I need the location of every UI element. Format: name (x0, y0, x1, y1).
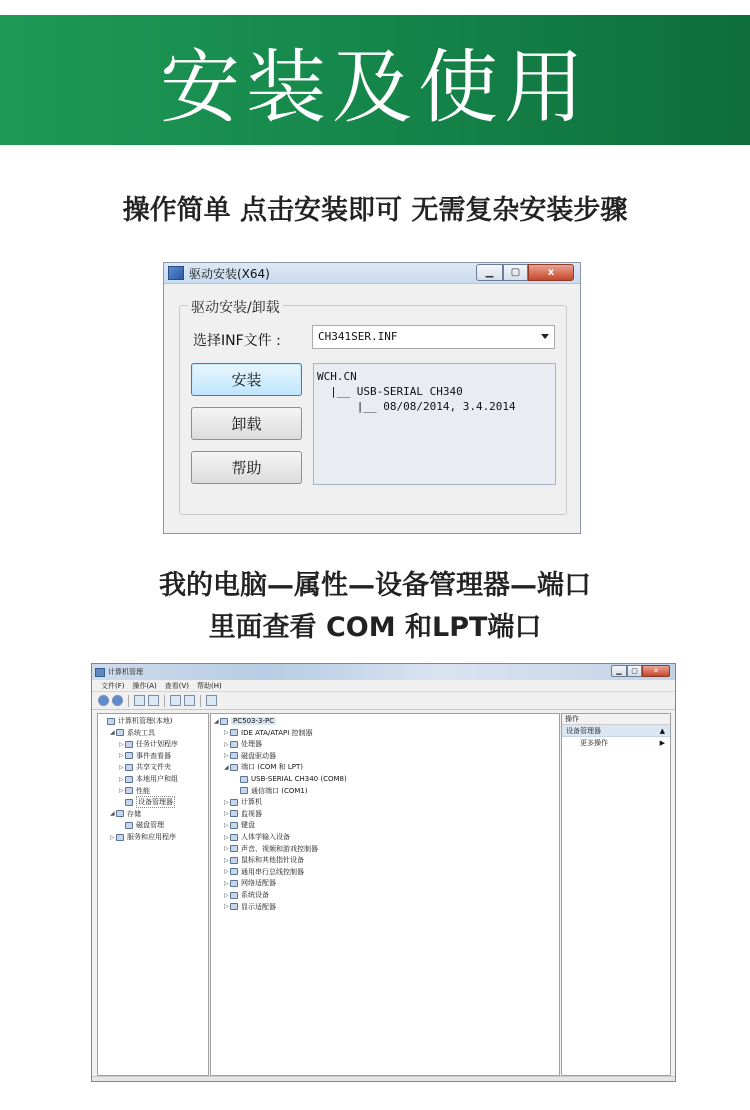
minimize-button[interactable] (476, 264, 503, 281)
tree-node-icon (125, 741, 133, 748)
expand-toggle-icon[interactable]: ▷ (224, 729, 229, 737)
tree-item[interactable] (119, 739, 178, 749)
expand-toggle-icon[interactable]: ◢ (110, 810, 115, 818)
tree-item-label: 通信端口 (COM1) (251, 786, 308, 795)
tree-node-icon (230, 741, 238, 748)
tree-item[interactable] (234, 774, 347, 784)
tree-item-label: 通用串行总线控制器 (241, 867, 304, 876)
inf-file-select[interactable] (312, 325, 555, 349)
tree-item[interactable] (119, 751, 171, 761)
tree-node-icon (230, 903, 238, 910)
tree-node-icon (220, 718, 228, 725)
expand-toggle-icon[interactable]: ▷ (224, 833, 229, 841)
tree-item[interactable] (234, 786, 308, 796)
tree-item[interactable] (224, 878, 276, 888)
tree-node-icon (230, 810, 238, 817)
driver-install-window (163, 262, 581, 534)
up-folder-icon[interactable] (134, 695, 145, 706)
back-icon[interactable] (98, 695, 109, 706)
tree-node-icon (240, 776, 248, 783)
tree-item-label: 端口 (COM 和 LPT) (241, 763, 303, 772)
tree-item[interactable] (110, 832, 176, 842)
collapse-up-icon: ▲ (659, 726, 665, 735)
cm-window-controls (611, 665, 670, 677)
menu-file[interactable]: 文件(F) (101, 681, 125, 690)
expand-toggle-icon[interactable]: ▷ (224, 740, 229, 748)
expand-toggle-icon[interactable]: ◢ (214, 717, 219, 725)
help-button[interactable]: 帮助 (191, 451, 302, 484)
tree-node-icon (125, 752, 133, 759)
tree-item-label: 人体学输入设备 (241, 833, 290, 841)
window-controls (476, 264, 574, 281)
tree-item-label: 声音、视频和游戏控制器 (241, 844, 318, 853)
tree-item[interactable] (224, 844, 318, 854)
minimize-icon: ▁ (616, 667, 622, 675)
toolbar-separator (200, 695, 201, 707)
menu-view[interactable]: 查看(V) (164, 681, 190, 690)
expand-toggle-icon[interactable]: ▷ (119, 763, 124, 771)
expand-toggle-icon[interactable]: ▷ (119, 740, 124, 748)
tree-item-label: 键盘 (241, 821, 255, 830)
subtitle-device-manager (0, 565, 750, 649)
info-line: |__ USB-SERIAL CH340 (317, 385, 463, 398)
expand-toggle-icon[interactable]: ▷ (119, 752, 124, 760)
maximize-button[interactable] (503, 264, 528, 281)
computer-management-icon (95, 668, 105, 677)
app-icon (168, 266, 184, 280)
tree-item-label: 网络适配器 (241, 879, 276, 888)
tree-item-label: 显示适配器 (241, 902, 276, 911)
tree-item-label: 磁盘驱动器 (241, 751, 276, 760)
tree-item[interactable] (224, 867, 304, 877)
cm-close-button[interactable] (642, 665, 670, 677)
tree-item-label: 系统设备 (241, 891, 269, 899)
expand-toggle-icon[interactable]: ▷ (224, 798, 229, 806)
tree-item[interactable] (224, 762, 303, 772)
tree-item[interactable] (224, 797, 262, 807)
info-line: |__ 08/08/2014, 3.4.2014 (317, 400, 516, 413)
tree-node-icon (107, 718, 115, 725)
maximize-icon: ▢ (631, 667, 638, 675)
tree-item-label: 计算机管理(本地) (118, 717, 173, 725)
install-uninstall-group (179, 300, 567, 515)
tree-item[interactable] (224, 809, 262, 819)
status-bar (92, 1076, 675, 1081)
tree-node-icon (230, 880, 238, 887)
expand-toggle-icon[interactable]: ▷ (119, 775, 124, 783)
tree-node-icon (230, 799, 238, 806)
tree-item[interactable] (224, 739, 262, 749)
subtitle-install: 操作简单 点击安装即可 无需复杂安装步骤 (122, 195, 628, 226)
expand-toggle-icon[interactable]: ◢ (110, 729, 115, 737)
tree-node-icon (230, 845, 238, 852)
cm-maximize-button[interactable] (627, 665, 642, 677)
tree-node-icon (125, 822, 133, 829)
info-line: WCH.CN (317, 370, 357, 383)
tree-node-icon (116, 834, 124, 841)
header-banner (0, 15, 750, 145)
tree-node-icon (230, 857, 238, 864)
tree-item-label: 共享文件夹 (136, 763, 171, 772)
tree-item-label: 服务和应用程序 (127, 833, 176, 841)
expand-toggle-icon[interactable]: ▷ (224, 879, 229, 887)
tree-node-icon (240, 787, 248, 794)
actions-device-manager[interactable] (562, 725, 670, 737)
show-hide-tree-icon[interactable] (148, 695, 159, 706)
properties-icon[interactable] (184, 695, 195, 706)
window-title: 驱动安装(X64) (189, 266, 270, 281)
tree-node-icon (125, 776, 133, 783)
chevron-right-icon: ▶ (659, 738, 665, 747)
computer-management-window (91, 663, 676, 1082)
tree-node-icon (125, 764, 133, 771)
console-tree-pane (97, 713, 209, 1076)
tree-item[interactable] (119, 797, 175, 807)
tree-node-icon (116, 729, 124, 736)
tree-item[interactable] (101, 716, 172, 726)
tree-node-icon (230, 729, 238, 736)
subtitle-line-1: 我的电脑—属性—设备管理器—端口 (159, 570, 591, 601)
tree-item[interactable] (119, 820, 164, 830)
uninstall-button[interactable]: 卸载 (191, 407, 302, 440)
tree-item[interactable] (224, 832, 290, 842)
minimize-icon: ▁ (485, 267, 494, 278)
tree-node-icon (230, 868, 238, 875)
close-icon: ✕ (653, 667, 659, 675)
maximize-icon: ▢ (510, 267, 521, 278)
tree-item[interactable] (224, 820, 255, 830)
expand-toggle-icon[interactable]: ▷ (224, 903, 229, 911)
inf-file-label: 选择INF文件 : (193, 333, 281, 349)
help-icon[interactable] (170, 695, 181, 706)
actions-pane (561, 713, 671, 1076)
tree-node-icon (125, 799, 133, 806)
expand-toggle-icon[interactable]: ▷ (224, 810, 229, 818)
tree-item[interactable] (224, 902, 276, 912)
group-label: 驱动安装/卸载 (188, 297, 283, 317)
tree-item[interactable] (224, 855, 304, 865)
close-icon: x (547, 267, 555, 278)
tree-item-label: 事件查看器 (136, 751, 171, 760)
subtitle-line-2: 里面查看 COM 和LPT端口 (208, 612, 542, 643)
tree-node-icon (230, 892, 238, 899)
tree-item[interactable] (119, 774, 178, 784)
tree-item-label: USB-SERIAL CH340 (COM8) (251, 775, 347, 783)
banner-title: 安装及使用 (160, 40, 590, 134)
tree-item-label: 监视器 (241, 809, 262, 818)
tree-item[interactable] (119, 786, 150, 796)
tree-item[interactable] (119, 762, 171, 772)
tree-node-icon (116, 810, 124, 817)
tree-item-label: IDE ATA/ATAPI 控制器 (241, 728, 313, 737)
tree-item-label: 性能 (136, 786, 150, 795)
tree-node-icon (230, 752, 238, 759)
toolbar-separator (128, 695, 129, 707)
cm-window-title: 计算机管理 (108, 668, 143, 676)
chevron-down-icon (541, 334, 549, 339)
tree-item-label: 存储 (127, 809, 141, 818)
expand-toggle-icon[interactable]: ▷ (224, 821, 229, 829)
tree-item-label: 处理器 (241, 740, 262, 749)
expand-toggle-icon[interactable]: ▷ (110, 833, 115, 841)
actions-more[interactable] (562, 737, 670, 748)
tree-item-label: 本地用户和组 (136, 775, 178, 783)
tree-item[interactable] (224, 728, 313, 738)
tree-item[interactable] (214, 716, 276, 726)
tree-node-icon (230, 822, 238, 829)
tree-item-label: 磁盘管理 (136, 821, 164, 830)
tree-item-label: 系统工具 (127, 728, 155, 737)
tree-node-icon (230, 834, 238, 841)
scan-hardware-icon[interactable] (206, 695, 217, 706)
tree-item[interactable] (224, 751, 276, 761)
forward-icon[interactable] (112, 695, 123, 706)
device-tree-pane (210, 713, 560, 1076)
tree-item-label: 设备管理器 (138, 798, 173, 807)
actions-more-label: 更多操作 (580, 738, 608, 747)
cm-minimize-button[interactable] (611, 665, 627, 677)
window-titlebar[interactable] (164, 263, 580, 284)
expand-toggle-icon[interactable]: ▷ (224, 845, 229, 853)
expand-toggle-icon[interactable]: ▷ (224, 752, 229, 760)
actions-selected-label: 设备管理器 (566, 726, 601, 735)
inf-file-value: CH341SER.INF (318, 330, 398, 343)
menu-help[interactable]: 帮助(H) (197, 681, 222, 690)
expand-toggle-icon[interactable]: ▷ (119, 787, 124, 795)
install-button[interactable]: 安装 (191, 363, 302, 396)
cm-titlebar[interactable] (92, 664, 675, 680)
toolbar-separator (164, 695, 165, 707)
expand-toggle-icon[interactable]: ◢ (224, 763, 229, 771)
close-button[interactable] (528, 264, 574, 281)
tree-item-label: 计算机 (241, 798, 262, 807)
tree-node-icon (230, 764, 238, 771)
tree-item-label: 鼠标和其他指针设备 (241, 856, 304, 865)
expand-toggle-icon[interactable]: ▷ (224, 868, 229, 876)
tree-item-label: PC503-3-PC (233, 717, 275, 725)
actions-header: 操作 (562, 714, 670, 725)
expand-toggle-icon[interactable]: ▷ (224, 856, 229, 864)
cm-menubar (92, 680, 675, 692)
tree-item[interactable] (110, 809, 141, 819)
driver-info-box (313, 363, 556, 485)
expand-toggle-icon[interactable]: ▷ (224, 891, 229, 899)
tree-item[interactable] (224, 890, 269, 900)
menu-action[interactable]: 操作(A) (132, 681, 157, 690)
tree-node-icon (125, 787, 133, 794)
cm-toolbar (92, 692, 675, 710)
tree-item-label: 任务计划程序 (136, 740, 178, 749)
tree-item[interactable] (110, 728, 155, 738)
